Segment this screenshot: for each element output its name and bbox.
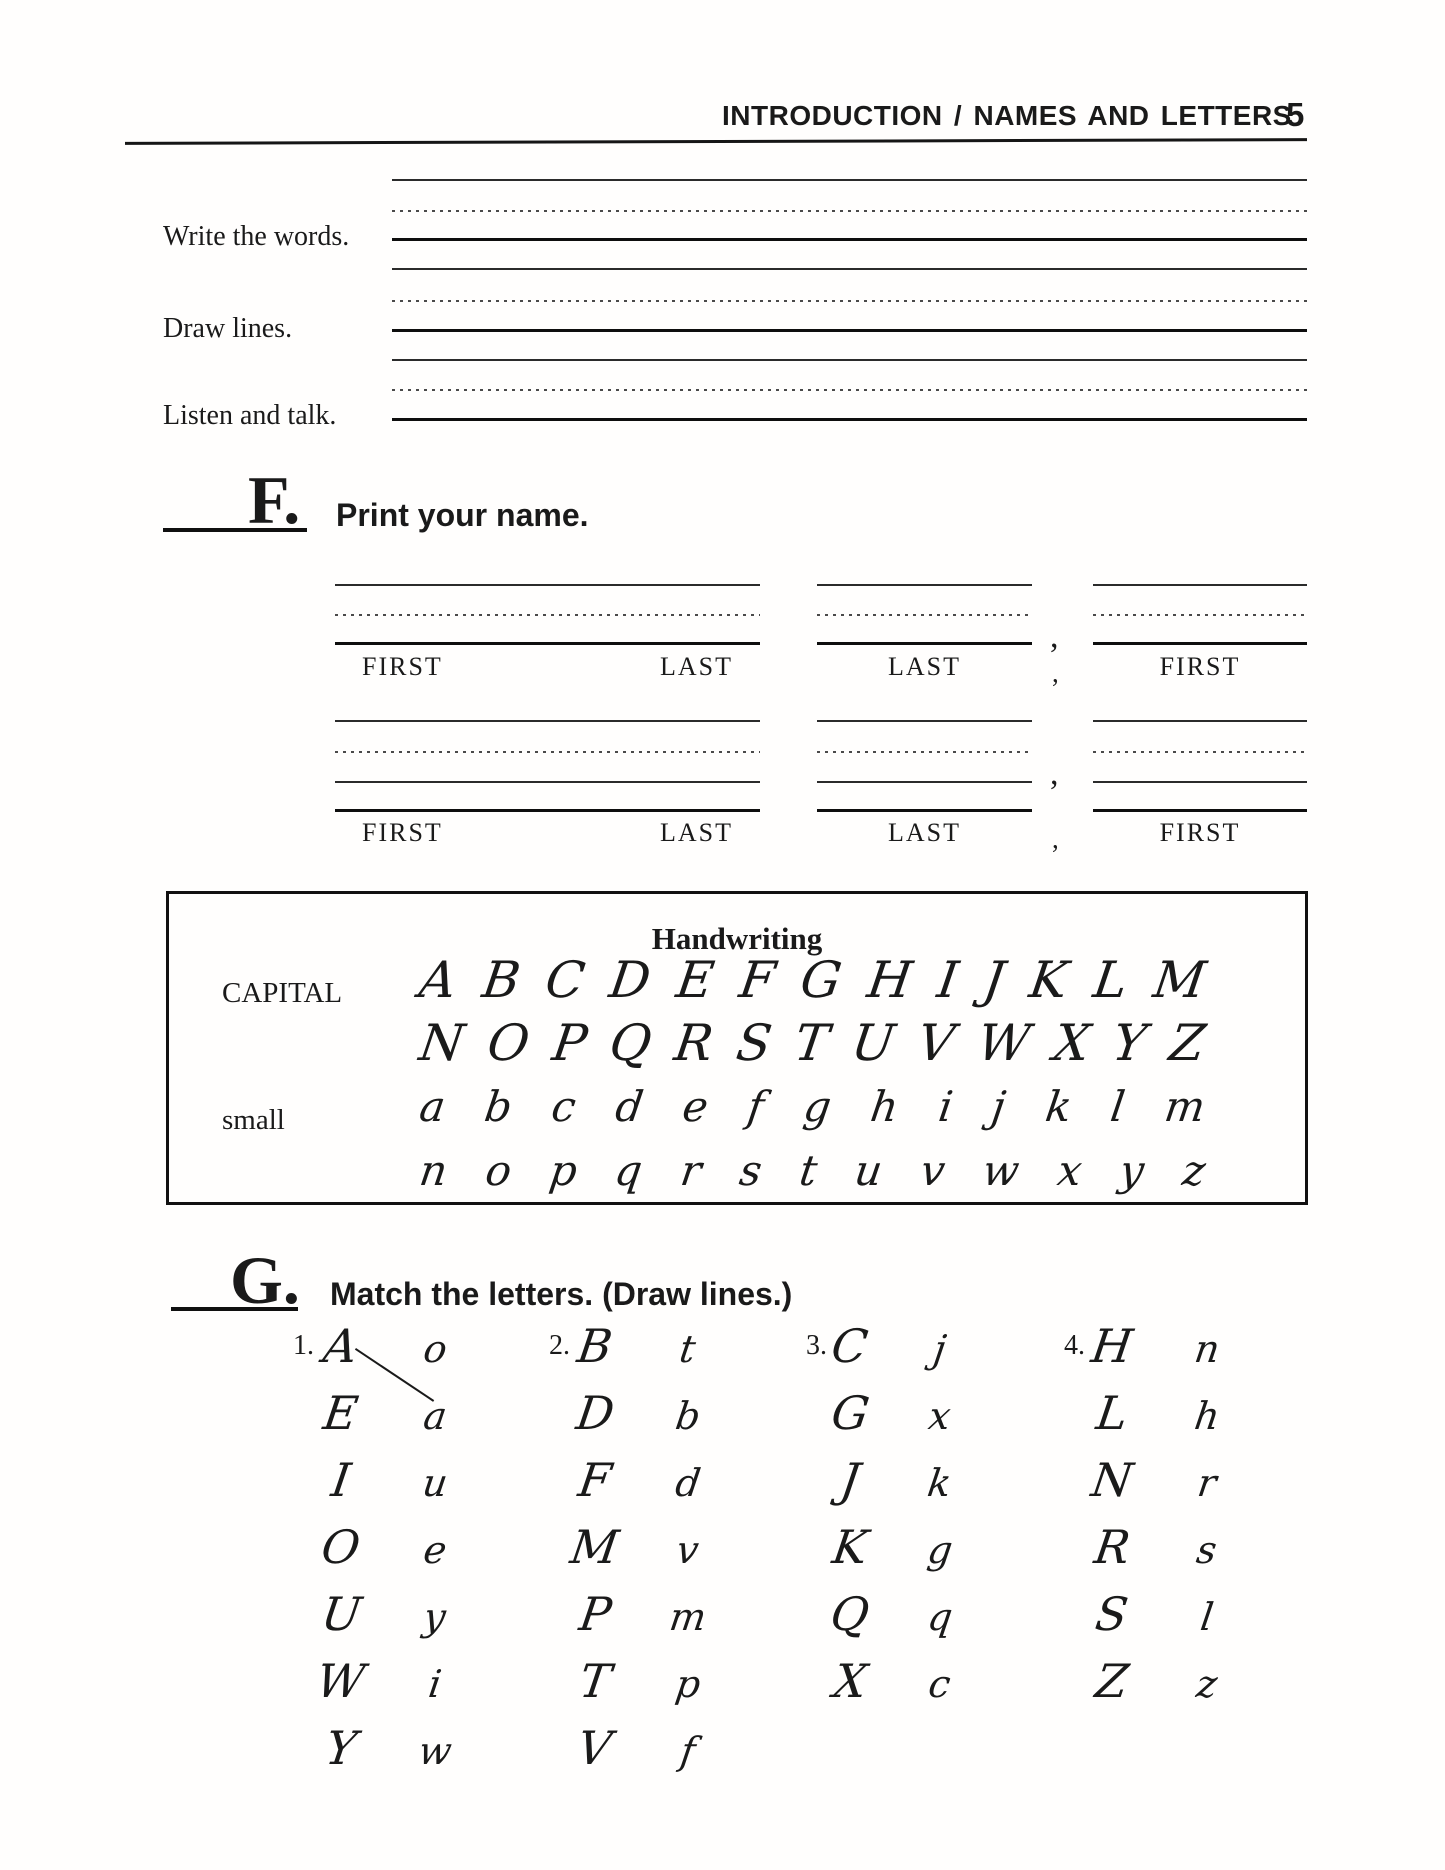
page-header-title: INTRODUCTION / NAMES AND LETTERS: [722, 100, 1292, 131]
practice-line-mid-2[interactable]: [392, 300, 1307, 302]
cursive-small-letter: x: [1054, 1146, 1086, 1195]
practice-line-mid-1[interactable]: [392, 210, 1307, 212]
match-capital-letter[interactable]: L: [1092, 1386, 1132, 1440]
name1-col3-line-base[interactable]: [1093, 642, 1307, 645]
match-small-letter[interactable]: m: [666, 1595, 710, 1639]
match-small-letter[interactable]: j: [931, 1327, 949, 1371]
cursive-capital-letter: K: [1026, 951, 1072, 1009]
practice-line-base-2[interactable]: [392, 329, 1307, 332]
match-group-number: 1.: [293, 1330, 314, 1361]
match-capital-letter[interactable]: M: [567, 1520, 623, 1574]
match-capital-letter[interactable]: F: [575, 1453, 615, 1507]
name1-label-last2: LAST: [888, 652, 961, 681]
name2-col1-line-3[interactable]: [335, 781, 760, 783]
match-small-letter[interactable]: b: [672, 1394, 704, 1438]
match-small-letter[interactable]: w: [415, 1729, 455, 1773]
practice-label-write: Write the words.: [163, 221, 350, 252]
cursive-capital-letter: X: [1049, 1014, 1094, 1072]
name1-comma-line: ,: [1050, 618, 1059, 655]
practice-line-top-2[interactable]: [392, 268, 1307, 270]
match-capital-letter[interactable]: T: [575, 1654, 615, 1708]
cursive-small-letter: q: [611, 1146, 646, 1195]
match-small-letter[interactable]: r: [1194, 1461, 1220, 1505]
match-capital-letter[interactable]: R: [1090, 1520, 1134, 1574]
match-capital-letter[interactable]: V: [574, 1721, 616, 1775]
match-capital-letter[interactable]: Z: [1092, 1654, 1132, 1708]
cursive-capital-letter: S: [732, 1014, 776, 1072]
name2-label-first2: FIRST: [1159, 818, 1241, 847]
name1-label-first2: FIRST: [1159, 652, 1241, 681]
cursive-capital-letter: T: [790, 1014, 833, 1072]
section-f-letter: F.: [248, 462, 301, 538]
cursive-capital-letter: A: [415, 951, 461, 1009]
name2-col1-line-top[interactable]: [335, 720, 760, 722]
match-small-letter[interactable]: a: [420, 1394, 450, 1438]
name2-col3-line-mid[interactable]: [1093, 751, 1307, 753]
match-capital-letter[interactable]: X: [829, 1654, 871, 1708]
cursive-capital-letter: M: [1149, 951, 1210, 1009]
match-small-letter[interactable]: n: [1191, 1327, 1223, 1371]
match-capital-letter[interactable]: O: [318, 1520, 364, 1574]
cursive-capital-letter: G: [797, 951, 846, 1009]
name1-col1-line-top[interactable]: [335, 584, 760, 586]
cursive-small-letter: y: [1116, 1146, 1148, 1195]
cursive-small-letter: f: [745, 1082, 768, 1131]
match-small-letter[interactable]: p: [672, 1662, 704, 1706]
name2-comma-line: ,: [1050, 755, 1059, 792]
cursive-capital-letter: E: [672, 951, 718, 1009]
cursive-capital-letter: V: [914, 1014, 959, 1072]
match-small-letter[interactable]: o: [420, 1327, 450, 1371]
name2-col2-line-top[interactable]: [817, 720, 1032, 722]
match-small-letter[interactable]: z: [1193, 1662, 1221, 1706]
match-small-letter[interactable]: g: [924, 1528, 956, 1572]
name1-label-first: FIRST: [362, 652, 443, 681]
match-small-letter[interactable]: c: [926, 1662, 954, 1706]
name1-col3-line-mid[interactable]: [1093, 614, 1307, 616]
cursive-small-letter: a: [416, 1082, 449, 1131]
match-small-letter[interactable]: e: [420, 1528, 450, 1572]
match-small-letter[interactable]: d: [672, 1461, 704, 1505]
match-small-letter[interactable]: v: [674, 1528, 702, 1572]
cursive-small-letter: i: [935, 1082, 956, 1131]
name1-comma-label: ,: [1052, 658, 1059, 688]
cursive-small-letter: h: [868, 1082, 902, 1131]
name1-col2-line-top[interactable]: [817, 584, 1032, 586]
name2-col3-line-3[interactable]: [1093, 781, 1307, 783]
name2-col2-line-base[interactable]: [817, 809, 1032, 812]
match-capital-letter[interactable]: G: [827, 1386, 873, 1440]
match-small-letter[interactable]: h: [1191, 1394, 1223, 1438]
cursive-capital-letter: I: [933, 951, 962, 1009]
match-capital-letter[interactable]: P: [575, 1587, 615, 1641]
match-capital-letter[interactable]: U: [317, 1587, 365, 1641]
match-small-letter[interactable]: k: [925, 1461, 955, 1505]
match-small-letter[interactable]: l: [1197, 1595, 1217, 1639]
cursive-capital-letter: P: [548, 1014, 591, 1072]
match-small-letter[interactable]: t: [677, 1327, 699, 1371]
practice-line-top-3[interactable]: [392, 359, 1307, 361]
match-small-letter[interactable]: s: [1194, 1528, 1220, 1572]
name1-col2-line-base[interactable]: [817, 642, 1032, 645]
match-capital-letter[interactable]: I: [328, 1453, 354, 1507]
cursive-capital-letter: J: [979, 951, 1008, 1009]
page-number: 5: [1286, 96, 1305, 133]
handwriting-small-row-1: [416, 1082, 1209, 1131]
name1-col3-line-top[interactable]: [1093, 584, 1307, 586]
section-g-letter: G.: [230, 1242, 300, 1318]
cursive-small-letter: d: [612, 1082, 647, 1131]
name2-col1-line-base[interactable]: [335, 809, 760, 812]
name2-col3-line-top[interactable]: [1093, 720, 1307, 722]
match-capital-letter[interactable]: W: [313, 1654, 369, 1708]
match-capital-letter[interactable]: C: [828, 1319, 872, 1373]
match-capital-letter[interactable]: B: [574, 1319, 616, 1373]
name2-comma-label: ,: [1052, 824, 1059, 854]
cursive-small-letter: e: [679, 1082, 712, 1131]
match-small-letter[interactable]: u: [419, 1461, 451, 1505]
handwriting-small-label: small: [222, 1104, 285, 1136]
cursive-capital-letter: D: [606, 951, 655, 1009]
name2-col1-line-mid[interactable]: [335, 751, 760, 753]
match-capital-letter[interactable]: A: [320, 1319, 362, 1373]
match-small-letter[interactable]: i: [425, 1662, 445, 1706]
cursive-small-letter: r: [677, 1146, 705, 1195]
match-small-letter[interactable]: f: [677, 1729, 699, 1773]
cursive-small-letter: t: [796, 1146, 821, 1195]
cursive-capital-letter: Z: [1166, 1014, 1210, 1072]
practice-line-base-1[interactable]: [392, 238, 1307, 241]
cursive-capital-letter: O: [483, 1014, 533, 1072]
match-capital-letter[interactable]: J: [836, 1453, 864, 1507]
handwriting-title: Handwriting: [651, 921, 823, 956]
name2-label-last2: LAST: [888, 818, 961, 847]
handwriting-capital-row-1: [415, 951, 1210, 1009]
cursive-small-letter: z: [1179, 1146, 1209, 1195]
match-capital-letter[interactable]: H: [1088, 1319, 1136, 1373]
match-group-number: 4.: [1064, 1330, 1085, 1361]
cursive-small-letter: m: [1161, 1082, 1209, 1131]
cursive-capital-letter: F: [735, 951, 779, 1009]
handwriting-capital-label: CAPITAL: [222, 977, 343, 1009]
name1-col1-line-mid[interactable]: [335, 614, 760, 616]
cursive-capital-letter: Q: [606, 1014, 656, 1072]
cursive-small-letter: o: [482, 1146, 515, 1195]
name2-label-last: LAST: [660, 818, 733, 847]
cursive-small-letter: k: [1042, 1082, 1075, 1131]
cursive-small-letter: g: [800, 1082, 835, 1131]
cursive-capital-letter: W: [974, 1014, 1034, 1072]
cursive-capital-letter: Y: [1109, 1014, 1151, 1072]
practice-line-base-3[interactable]: [392, 418, 1307, 421]
match-small-letter[interactable]: x: [926, 1394, 954, 1438]
name1-col1-line-base[interactable]: [335, 642, 760, 645]
name2-col2-line-3[interactable]: [817, 781, 1032, 783]
section-f-instruction: Print your name.: [336, 497, 589, 533]
practice-line-mid-3[interactable]: [392, 389, 1307, 391]
practice-line-top-1[interactable]: [392, 179, 1307, 181]
name1-col2-line-mid[interactable]: [817, 614, 1032, 616]
name1-label-last: LAST: [660, 652, 733, 681]
match-capital-letter[interactable]: E: [320, 1386, 362, 1440]
practice-label-draw: Draw lines.: [163, 313, 293, 344]
cursive-small-letter: c: [549, 1082, 580, 1131]
match-group-number: 3.: [806, 1330, 827, 1361]
header-rule: [125, 138, 1307, 145]
cursive-small-letter: v: [917, 1146, 949, 1195]
match-capital-letter[interactable]: K: [829, 1520, 871, 1574]
match-capital-letter[interactable]: Y: [322, 1721, 360, 1775]
cursive-capital-letter: U: [848, 1014, 899, 1072]
practice-label-listen: Listen and talk.: [163, 400, 337, 431]
name2-label-first: FIRST: [362, 818, 443, 847]
cursive-capital-letter: L: [1090, 951, 1132, 1009]
cursive-small-letter: l: [1108, 1082, 1129, 1131]
match-capital-letter[interactable]: Q: [827, 1587, 873, 1641]
cursive-capital-letter: R: [671, 1014, 717, 1072]
name2-col3-line-base[interactable]: [1093, 809, 1307, 812]
cursive-small-letter: s: [736, 1146, 765, 1195]
match-small-letter[interactable]: q: [924, 1595, 956, 1639]
match-capital-letter[interactable]: N: [1088, 1453, 1136, 1507]
name2-col2-line-mid[interactable]: [817, 751, 1032, 753]
cursive-small-letter: j: [989, 1082, 1009, 1131]
cursive-small-letter: p: [546, 1146, 581, 1195]
section-g-instruction: Match the letters. (Draw lines.): [330, 1276, 793, 1312]
cursive-small-letter: b: [481, 1082, 516, 1131]
handwriting-capital-row-2: [415, 1014, 1210, 1072]
cursive-small-letter: n: [416, 1146, 451, 1195]
match-capital-letter[interactable]: D: [572, 1386, 618, 1440]
match-small-letter[interactable]: y: [421, 1595, 449, 1639]
handwriting-small-row-2: [416, 1146, 1209, 1195]
cursive-capital-letter: H: [863, 951, 916, 1009]
cursive-small-letter: u: [851, 1146, 886, 1195]
match-capital-letter[interactable]: S: [1092, 1587, 1132, 1641]
cursive-small-letter: w: [980, 1146, 1023, 1195]
cursive-capital-letter: C: [541, 951, 589, 1009]
cursive-capital-letter: B: [478, 951, 524, 1009]
match-group-number: 2.: [549, 1330, 570, 1361]
cursive-capital-letter: N: [415, 1014, 468, 1072]
